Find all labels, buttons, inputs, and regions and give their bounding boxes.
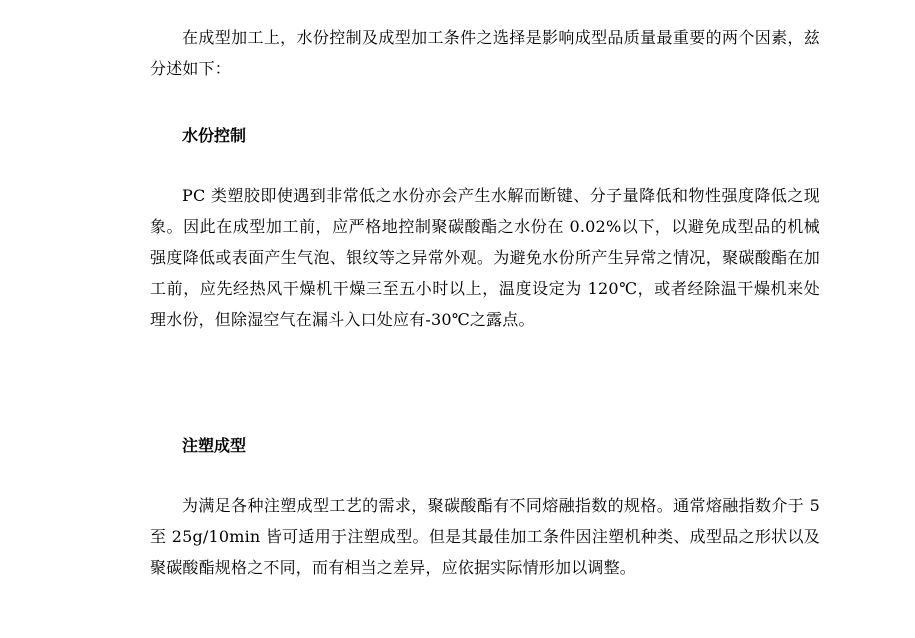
intro-paragraph: 在成型加工上，水份控制及成型加工条件之选择是影响成型品质量最重要的两个因素，兹分述如下： — [150, 28, 820, 78]
moisture-control-heading: 水份控制 — [182, 126, 247, 145]
moisture-control-paragraph: PC 类塑胶即使遇到非常低之水份亦会产生水解而断键、分子量降低和物性强度降低之现象。因此在成型加工前，应严格地控制聚碳酸酯之水份在 0.02%以下，以避免成型品的机械强度降低或表面产生气泡、银纹等之异常外观。为避免水份所产生异常之情况，聚碳酸酯在加工前，应先经热风干燥机干燥三至五小时以上，温度设定为 120℃，或者经除温干燥机来处理水份，但除湿空气在漏斗入口处应有-30℃之露点。 — [150, 186, 820, 329]
injection-molding-heading: 注塑成型 — [182, 436, 247, 455]
injection-molding-paragraph: 为满足各种注塑成型工艺的需求，聚碳酸酯有不同熔融指数的规格。通常熔融指数介于 5 至 25g/10min 皆可适用于注塑成型。但是其最佳加工条件因注塑机种类、成型品之形状以及聚碳酸酯规格之不同，而有相当之差异，应依据实际情形加以调整。 — [150, 496, 820, 577]
